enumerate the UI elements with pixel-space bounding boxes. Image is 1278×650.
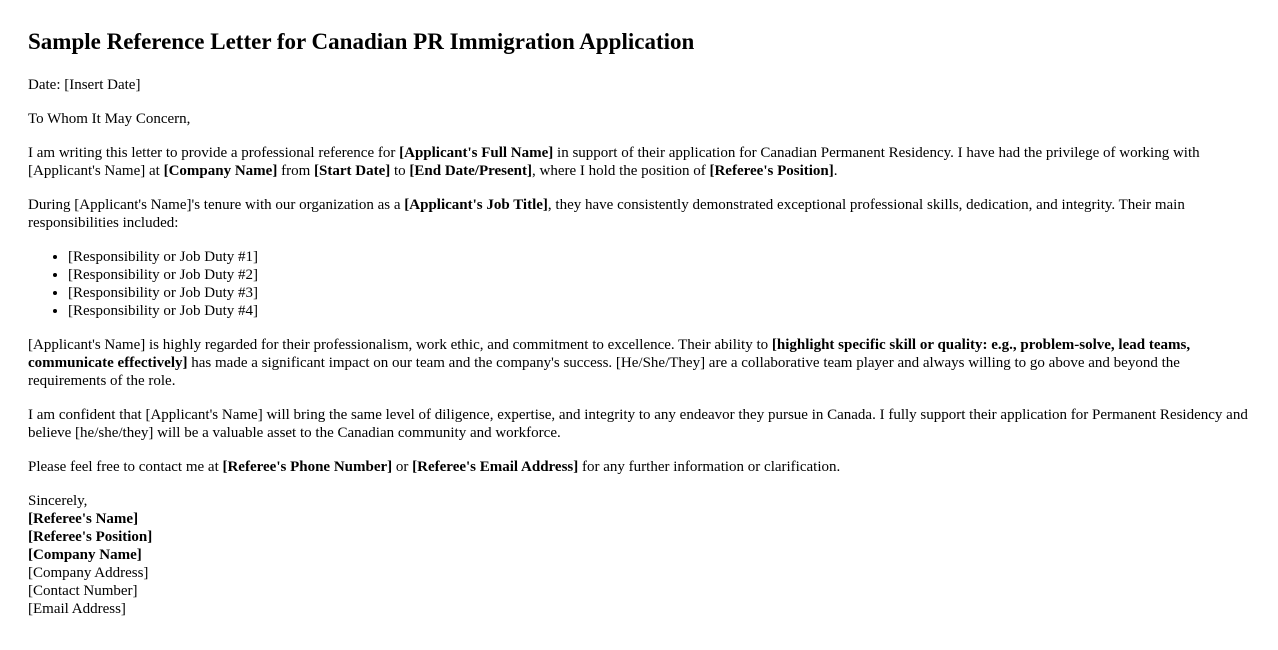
paragraph-text: to [390, 163, 410, 179]
paragraph-qualities [28, 336, 1250, 390]
paragraph-text: from [277, 163, 314, 179]
company-name-placeholder: [Company Name] [163, 163, 278, 179]
company-address: [Company Address] [28, 565, 149, 581]
referee-position-placeholder: [Referee's Position] [709, 163, 834, 179]
list-item: • [Responsibility or Job Duty #1] [68, 248, 1250, 266]
letter-title: Sample Reference Letter for Canadian PR Immigration Application [28, 29, 695, 54]
referee-position: [Referee's Position] [28, 529, 153, 545]
applicant-job-title-placeholder: [Applicant's Job Title] [404, 197, 548, 213]
referee-phone-placeholder: [Referee's Phone Number] [222, 459, 393, 475]
contact-number: [Contact Number] [28, 583, 138, 599]
signature-block [28, 492, 1250, 618]
referee-name: [Referee's Name] [28, 511, 139, 527]
paragraph-text: I am writing this letter to provide a professional reference for [28, 145, 400, 161]
paragraph-text: Please feel free to contact me at [28, 459, 223, 475]
referee-email-placeholder: [Referee's Email Address] [412, 459, 579, 475]
start-date-placeholder: [Start Date] [314, 163, 391, 179]
responsibilities-list [28, 248, 1250, 320]
paragraph-text: [Applicant's Name] is highly regarded for their professionalism, work ethic, and commitment to excellence. Their ability to [28, 337, 772, 353]
paragraph-text: . [833, 163, 838, 179]
paragraph-text: for any further information or clarification. [578, 459, 841, 475]
skill-highlight-placeholder: [highlight specific skill or quality: e.g., problem-solve, lead teams, communicate effectively] [28, 337, 1191, 371]
company-name: [Company Name] [28, 547, 142, 563]
paragraph-text: has made a significant impact on our team and the company's success. [He/She/They] are a collaborative team player and always willing to go above and beyond the requirements of the role. [28, 355, 1180, 389]
paragraph-tenure [28, 196, 1250, 232]
date-line: Date: [Insert Date] [28, 77, 141, 93]
paragraph-text: in support of their application for Canadian Permanent Residency. I have had the privilege of working with [Applicant's Name] at [28, 145, 1200, 179]
paragraph-text: During [Applicant's Name]'s tenure with our organization as a [28, 197, 405, 213]
list-item: • [Responsibility or Job Duty #2] [68, 266, 1250, 284]
paragraph-text: , they have consistently demonstrated exceptional professional skills, dedication, and integrity. Their main responsibilities included: [28, 197, 1185, 231]
list-item: • [Responsibility or Job Duty #4] [68, 302, 1250, 320]
paragraph-endorsement: I am confident that [Applicant's Name] will bring the same level of diligence, expertise, and integrity to any endeavor they pursue in Canada. I fully support their application for Permanent Residency and believe [he/she/they] will be a valuable asset to the Canadian community and workforce. [28, 407, 1248, 441]
paragraph-text: , where I hold the position of [532, 163, 710, 179]
end-date-placeholder: [End Date/Present] [409, 163, 533, 179]
closing: Sincerely, [28, 493, 88, 509]
email-address: [Email Address] [28, 601, 126, 617]
paragraph-text: or [392, 459, 413, 475]
salutation: To Whom It May Concern, [28, 111, 191, 127]
list-item: • [Responsibility or Job Duty #3] [68, 284, 1250, 302]
reference-letter [28, 0, 1250, 618]
paragraph-introduction [28, 144, 1250, 180]
applicant-full-name-placeholder: [Applicant's Full Name] [399, 145, 554, 161]
paragraph-contact [28, 458, 1250, 476]
